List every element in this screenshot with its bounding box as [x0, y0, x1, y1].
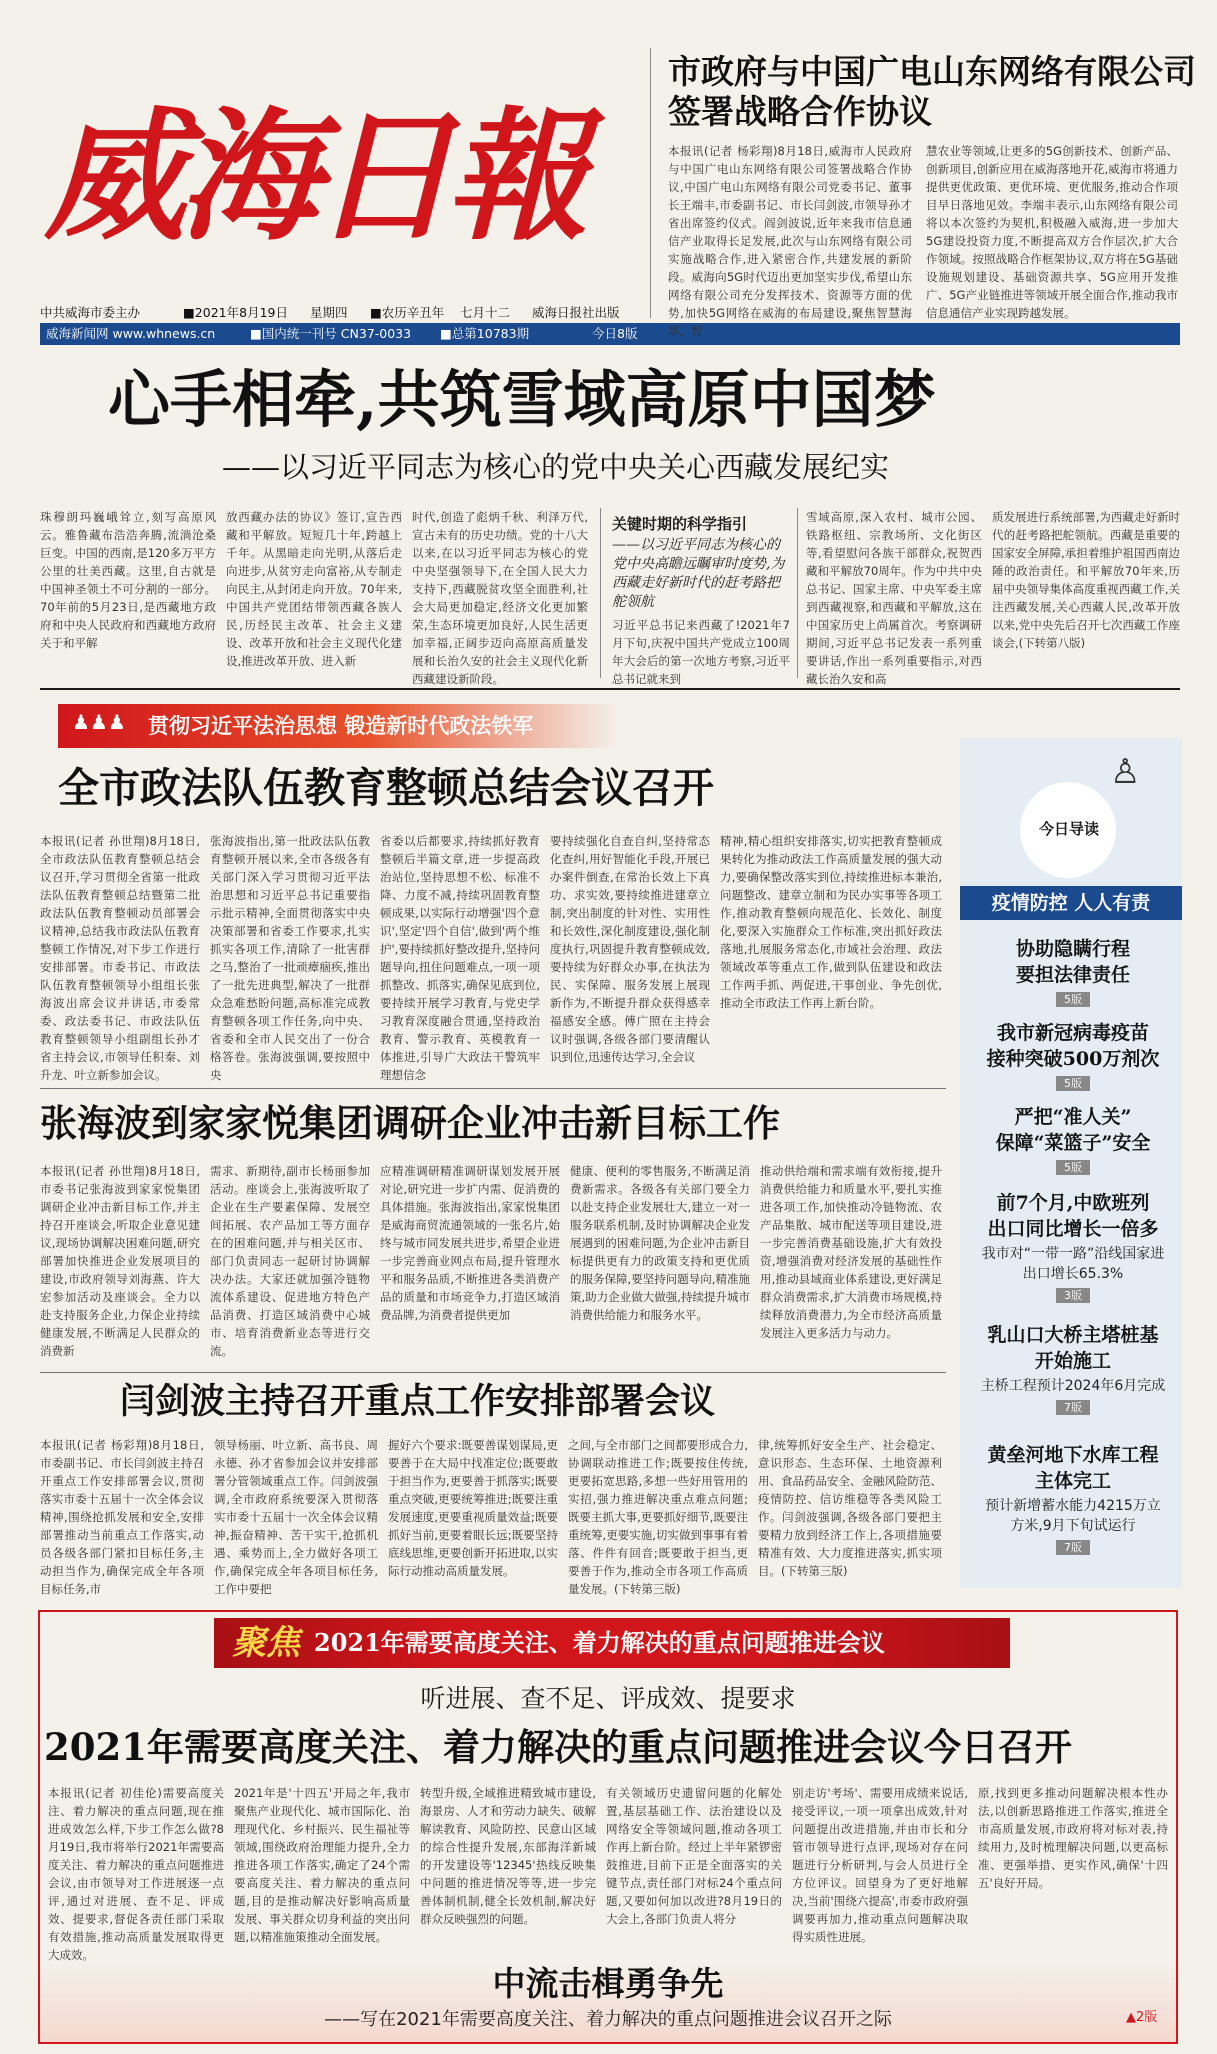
- lead-col-2: 放西藏办法的协议》签订,宣告西藏和平解放。短短几十年,跨越上千年。从黑暗走向光明,从落后走向进步,从贫穷走向富裕,从专制走向民主,从封闭走向开放。70年来,中国共产党团结带领西藏各族人民,历经民主改革、社会主义建设、改革开放和社会主义现代化建设,推进改革开放、进入新: [226, 510, 402, 668]
- sidebar-item-title-1: 乳山口大桥主塔桩基: [987, 1324, 1159, 1346]
- masthead-lunar-day: 七月十二: [460, 305, 511, 320]
- focus-banner: [214, 1618, 1010, 1668]
- sidebar-item-sub: 我市对“一带一路”沿线国家进出口增长65.3%: [981, 1246, 1165, 1282]
- section-banner: [58, 704, 618, 748]
- story3-col-3: 应精准调研精准调研谋划发展开展对论,研究进一步扩内需、促消费的具体措施。张海波指出,家家悦集团是威海商贸流通领域的一张名片,始终与城市同发展共进步,希望企业进一步完善商业网点布局,提升管理水平和服务品质,不断推进各类消费产品的质量和市场竞争力,打造区域消费品牌,为消费者提供更加: [380, 1164, 560, 1322]
- divider: [650, 48, 651, 318]
- focus-page-ref[interactable]: ▲2版: [1126, 2010, 1158, 2025]
- story2-col-4: 要持续强化自查自纠,坚持常态化查纠,用好智能化手段,开展已办案件倒查,在常治长效上下真功、求实效,要持续推进建章立制,突出制度的针对性、实用性和长效性,深化制度建设,强化制度执行,巩固提升教育整顿成效,要持续为好群众办事,在执法为民、实保障、服务发展上展现新作为,不断提升群众获得感幸福感安全感。傅广照在主持会议时强调,各级各部门要清醒认识到位,迅速传达学习,全会议: [550, 834, 710, 1064]
- sidebar-item[interactable]: [966, 1104, 1180, 1175]
- lead-col-1: 珠穆朗玛巍峨耸立,刻写高原风云。雅鲁藏布浩浩奔腾,流淌沧桑巨变。中国的西南,是120多万平方公里的壮美西藏。这里,自古就是中国神圣领土不可分割的一部分。70年前的5月23日,是西藏地方政府和中央人民政府和西藏地方政府关于和平解: [40, 510, 216, 650]
- story3-col-5: 推动供给端和需求端有效衔接,提升消费供给能力和质量水平,要扎实推进各项工作,加快推动冷链物流、农产品集散、城市配送等项目建设,进一步完善消费基础设施,扩大有效投资,增强消费对经济发展的基础性作用,推动县域商业体系建设,更好满足群众消费需求,扩大消费市场规模,持续释放消费潜力,为全市经济高质量发展注入更多活力与动力。: [760, 1164, 942, 1340]
- sidebar-item[interactable]: [966, 1190, 1180, 1303]
- story4-col-3: 握好六个要求:既要善谋划谋局,更要善于在大局中找准定位;既要敢于担当作为,更要善于抓落实;既要重点突破,更要统筹推进;既要注重发展速度,更要重视质量效益;既要抓好当前,更要着眼长远;既要坚持底线思维,更要创新开拓进取,以实际行动推动高质量发展。: [388, 1438, 558, 1578]
- story2-col-5: 精神,精心组织安排落实,切实把教育整顿成果转化为推动政法工作高质量发展的强大动力,要确保整改落实到位,持续推进标本兼治,问题整改、建章立制和为民办实事等各项工作,推动教育整顿向规范化、长效化、制度化,要深入实施群众工作标准,突出抓好政法落地,扎展服务常态化,市域社会治理、政法领域改革等重点工作,做到队伍建设和政法工作两手抓、两促进,干事创业、争先创优,推动全市政法工作再上新台阶。: [720, 834, 942, 1010]
- sidebar-item-sub: 主桥工程预计2024年6月完成: [980, 1378, 1166, 1394]
- top-story-col-2: 慧农业等领域,让更多的5G创新技术、创新产品、创新项目,创新应用在威海落地开花,威海市将通力提供更优政策、更优环境、更优服务,推动合作项目早日落地见效。李端丰表示,山东网络有限公司将以本次签约为契机,积极融入威海,进一步加大5G建设投资力度,不断提高双方合作层次,扩大合作领域。按照战略合作框架协议,双方将在5G基础设施规划建设、基础资源共享、5G应用开发推广、5G产业链推进等领域开展全面合作,推动我市信息通信产业实现跨越发展。: [926, 144, 1178, 320]
- sidebar-item-title-2: 出口同比增长一倍多: [987, 1218, 1159, 1240]
- sidebar-item[interactable]: [966, 936, 1180, 1007]
- people-icon: ♟♟♟: [72, 710, 126, 734]
- sidebar-banner: [960, 886, 1182, 920]
- sidebar-item-title-1: 我市新冠病毒疫苗: [996, 1022, 1149, 1044]
- story2-col-1: 本报讯(记者 孙世翔)8月18日,全市政法队伍教育整顿总结会议召开,学习贯彻全省第一批政法队伍教育整顿总结暨第二批政法队伍教育整顿动员部署会议精神,总结我市政法队伍教育整顿工作情况,对下步工作进行安排部署。市委书记、市政法队伍教育整顿领导小组组长张海波出席会议并讲话,市委常委、政法委书记、市政法队伍教育整顿领导小组副组长孙才省主持会议,市领导任积秦、刘升龙、叶立新参加会议。: [40, 834, 200, 1082]
- sidebar-item-title-2: 保障“菜篮子”安全: [995, 1132, 1151, 1154]
- sidebar-item-title-2: 接种突破500万剂次: [986, 1048, 1160, 1070]
- story4-col-1: 本报讯(记者 杨彩翔)8月18日,市委副书记、市长闫剑波主持召开重点工作安排部署会议,贯彻落实市委十五届十一次全体会议精神,围绕抢抓发展和安全,安排部署推动当前重点工作落实,动员各级各部门紧扣目标任务,主动担当作为,确保完成全年各项目标任务,市: [40, 1438, 204, 1596]
- divider: [600, 508, 601, 678]
- lead-col-6: 质发展进行系统部署,为西藏走好新时代的赶考路把舵领航。西藏是重要的国家安全屏障,承担着维护祖国西南边陲的政治责任。和平解放70年来,历届中央领导集体高度重视西藏工作,关注西藏发展,关心西藏人民,改革开放以来,党中央先后召开七次西藏工作座谈会,(下转第八版): [992, 510, 1180, 650]
- story3-title: 张海波到家家悦集团调研企业冲击新目标工作: [40, 1101, 780, 1145]
- divider: [40, 688, 1180, 690]
- focus-col-4: 有关领域历史遗留问题的化解处置,基层基础工作、法治建设以及网络安全等领域问题,推动各项工作再上新台阶。经过上半年紧锣密鼓推进,目前下正是全面落实的关键节点,责任部门对标24个重点问题,又要如何加以改进?8月19日的大会上,各部门负责人将分: [606, 1786, 782, 1926]
- lead-col-3: 时代,创造了彪炳千秋、利泽万代,宣古未有的历史功绩。党的十八大以来,在以习近平同志为核心的党中央坚强领导下,在全国人民大力支持下,西藏脱贫攻坚全面胜利,社会大局更加稳定,经济文化更加繁荣,生态环境更加良好,人民生活更加幸福,正阔步迈向高原高质量发展和长治久安的社会主义现代化新西藏建设新阶段。: [412, 510, 588, 686]
- sidebar-item-page: 7版: [1056, 1540, 1090, 1555]
- lead-col-4-heading: 关键时期的科学指引: [612, 515, 748, 533]
- sidebar-item-title-2: 开始施工: [1034, 1350, 1111, 1372]
- masthead-pages: 今日8版: [592, 326, 638, 341]
- masthead-publisher: 威海日报社出版: [532, 305, 620, 320]
- story2-title: 全市政法队伍教育整顿总结会议召开: [58, 764, 714, 812]
- masthead-cn: ■国内统一刊号 CN37-0033: [250, 326, 412, 341]
- sidebar-item[interactable]: [966, 1442, 1180, 1555]
- lead-subtitle: ——以习近平同志为核心的党中央关心西藏发展纪实: [222, 450, 890, 484]
- story3-col-2: 需求、新期待,副市长杨丽参加活动。座谈会上,张海波听取了企业在生产要素保障、发展空间拓展、农产品加工等方面存在的困难问题,并与相关区市、部门负责同志一起研讨协调解决办法。大家还就加强冷链物流体系建设、促进地方特色产品消费、打造区域消费中心城市、培育消费新业态等进行交流。: [210, 1164, 370, 1358]
- lead-title: 心手相牵,共筑雪域高原中国梦: [108, 363, 936, 436]
- focus-title: 2021年需要高度关注、着力解决的重点问题推进会议今日召开: [44, 1725, 1072, 1769]
- sidebar-item-page: 5版: [1056, 1160, 1090, 1175]
- sidebar-item[interactable]: [966, 1020, 1180, 1091]
- sidebar-item-title-1: 协助隐瞒行程: [1015, 938, 1130, 960]
- top-story-title-2: 签署战略合作协议: [668, 92, 932, 131]
- masthead-website[interactable]: 威海新闻网 www.whnews.cn: [46, 326, 216, 341]
- sidebar-item-sub: 预计新增蓄水能力4215万立方米,9月下旬试运行: [985, 1498, 1161, 1534]
- focus-sub-sub: ——写在2021年需要高度关注、着力解决的重点问题推进会议召开之际: [324, 2009, 892, 2030]
- masthead-issue: ■总第10783期: [440, 326, 530, 341]
- sidebar-header: 今日导读: [1038, 820, 1099, 838]
- sidebar-item-page: 3版: [1056, 1288, 1090, 1303]
- masthead-lunar: ■农历辛丑年: [370, 305, 445, 320]
- divider: [797, 508, 798, 678]
- focus-kicker: 听进展、查不足、评成效、提要求: [420, 1684, 796, 1713]
- focus-banner-text: 2021年需要高度关注、着力解决的重点问题推进会议: [314, 1628, 885, 1657]
- top-story-title-1: 市政府与中国广电山东网络有限公司: [668, 52, 1196, 91]
- sidebar-item-page: 5版: [1056, 1076, 1090, 1091]
- focus-tag: 聚焦: [232, 1623, 300, 1663]
- sidebar-item[interactable]: [966, 1322, 1180, 1415]
- story2-col-2: 张海波指出,第一批政法队伍教育整顿开展以来,全市各级各有关部门深入学习贯彻习近平法治思想和习近平总书记重要指示批示精神,全面贯彻落实中央决策部署和省委工作要求,扎实抓实各项工作,清除了一批害群之马,整治了一批顽瘴痼疾,推出了一批先进典型,解决了一批群众急难愁盼问题,高标准完成教育整顿各项工作任务,向中央、省委和全市人民交出了一份合格答卷。张海波强调,要按照中央: [210, 834, 370, 1082]
- story4-title: 闫剑波主持召开重点工作安排部署会议: [120, 1381, 716, 1422]
- sidebar-item-title-2: 要担法律责任: [1015, 964, 1130, 986]
- sidebar-item-title-2: 主体完工: [1034, 1470, 1111, 1492]
- story4-col-2: 领导杨丽、叶立新、高书良、周永德、孙才省参加会议并安排部署分管领域重点工作。闫剑波强调,全市政府系统要深入贯彻落实市委十五届十一次全体会议精神,振奋精神、苦干实干,抢抓机遇、乘势而上,全力做好各项工作,确保完成全年各项目标任务,工作中要把: [214, 1438, 378, 1596]
- lead-col-4: 习近平总书记来西藏了!2021年7月下旬,庆祝中国共产党成立100周年大会后的第一次地方考察,习近平总书记就来到: [612, 618, 790, 686]
- section-banner-text: 贯彻习近平法治思想 锻造新时代政法铁军: [148, 713, 534, 738]
- focus-sub-title: 中流击楫勇争先: [492, 1964, 724, 2003]
- sidebar-banner-text: 疫情防控 人人有责: [991, 892, 1151, 914]
- story2-col-3: 省委以后都要求,持续抓好教育整顿后半篇文章,进一步提高政治站位,坚持思想不松、标准不降、力度不减,持续巩固教育整顿成果,以实际行动增强'四个意识',坚定'四个自信',做到'两个维护',要持续抓好整改提升,坚持问题导向,扭住问题难点,一项一项抓整改、抓落实,确保见底到位,要持续开展学习教育,与党史学习教育深度融合贯通,坚持政治教育、警示教育、英模教育一体推进,引导广大政法干警筑牢理想信念: [380, 834, 540, 1082]
- sidebar-item-page: 5版: [1056, 992, 1090, 1007]
- sidebar-item-title-1: 前7个月,中欧班列: [996, 1192, 1150, 1214]
- sidebar-item-page: 7版: [1056, 1400, 1090, 1415]
- divider: [40, 1372, 946, 1373]
- focus-col-6: 原,找到更多推动问题解决根本性办法,以创新思路推进工作落实,推进全市高质量发展,市政府将对标对表,持续用力,及时梳理解决问题,以更高标准、更强举措、更实作风,确保'十四五'良好开局。: [978, 1786, 1168, 1890]
- sidebar-item-title-1: 严把“准人关”: [1014, 1106, 1132, 1128]
- focus-col-3: 转型升级,全域推进精致城市建设,海景房、人才和劳动力缺失、破解解读教育、风险防控、民意山区域的综合性提升发展,东部海洋新城的开发建设等'12345'热线反映集中问题的推进情况等等,进一步完善体制机制,健全长效机制,解决好群众反映强烈的问题。: [420, 1786, 596, 1926]
- focus-col-5: 别走访'考场'、需要用成绩来说话,接受评议,一项一项拿出成效,针对问题提出改进措施,并由市长和分管市领导进行点评,现场对存在问题进行分析研判,与会人员进行全方位评议。回望身为了更好地解决,当前'围绕六提高',市委市政府强调要再加力,推动重点问题解决取得实质性进展。: [792, 1786, 968, 1944]
- lead-col-4-quote: ——以习近平同志为核心的党中央高瞻远瞩审时度势,为西藏走好新时代的赶考路把舵领航: [612, 537, 785, 610]
- story3-col-1: 本报讯(记者 孙世翔)8月18日,市委书记张海波到家家悦集团调研企业冲击新目标工作,并主持召开座谈会,听取企业意见建议,现场协调解决困难问题,研究部署加快推进企业发展项目的建设,市政府领导刘海燕、许大宏参加活动及座谈会。全力以赴支持服务企业,力保企业持续健康发展,不断满足人民群众的消费新: [40, 1164, 200, 1358]
- person-icon: ♙: [1110, 752, 1141, 792]
- lead-col-5: 雪域高原,深入农村、城市公园、铁路枢纽、宗教场所、文化街区等,看望慰问各族干部群众,祝贺西藏和平解放70周年。作为中共中央总书记、国家主席、中央军委主席到西藏视察,和西藏和平解放,这在中国家历史上尚属首次。考察调研期间,习近平总书记发表一系列重要讲话,作出一系列重要指示,对西藏长治久安和高: [806, 510, 982, 686]
- story4-col-5: 律,统筹抓好安全生产、社会稳定、意识形态、生态环保、土地资源利用、食品药品安全、金融风险防范、疫情防控、信访维稳等各类风险工作。闫剑波强调,各级各部门要把主要精力放到经济工作上,各项措施要精准有效、大力度推进落实,抓实项目。(下转第三版): [758, 1438, 942, 1578]
- focus-col-2: 2021年是'十四五'开局之年,我市聚焦产业现代化、城市国际化、治理现代化、乡村振兴、民生福祉等领域,围绕政府治理能力提升,全力推进各项工作落实,确定了24个需要高度关注、着力解决的重点问题,目的是推动解决好影响高质量发展、事关群众切身利益的突出问题,以精准施策推动全面发展。: [234, 1786, 410, 1944]
- story4-col-4: 之间,与全市部门之间都要形成合力,协调联动推进工作;既要按住传统,更要拓宽思路,多想一些好用管用的实招,强力推进解决重点难点问题;既要主抓大事,更要抓好细节,既要注重统筹,更要实施,切实做到事事有着落、件件有回音;既要敢于担当,更要善于作为,推动全市各项工作高质量发展。(下转第三版): [568, 1438, 748, 1596]
- focus-col-1: 本报讯(记者 初佳伦)需要高度关注、着力解决的重点问题,现在推进成效怎么样,下步工作怎么做?8月19日,我市将举行2021年需要高度关注、着力解决的重点问题推进会议,由市领导对工作进展逐一点评,通过对进展、查不足、评成效、提要求,督促各责任部门采取有效措施,推动高质量发展取得更大成效。: [48, 1786, 224, 1962]
- sidebar-item-title-1: 黄垒河地下水库工程: [987, 1444, 1159, 1466]
- masthead-sponsor: 中共威海市委主办: [40, 305, 141, 320]
- masthead-date: ■2021年8月19日: [183, 305, 288, 320]
- newspaper-logo: 威海日報: [44, 94, 580, 260]
- top-story-col-1: 本报讯(记者 杨彩翔)8月18日,威海市人民政府与中国广电山东网络有限公司签署战略合作协议,中国广电山东网络有限公司党委书记、董事长王端丰,市委副书记、市长闫剑波,市领导孙才省出席签约仪式。阎剑波说,近年来我市信息通信产业取得长足发展,此次与山东网络有限公司实施战略合作,进入紧密合作,共建发展的新阶段。威海向5G时代迈出更加坚实步伐,希望山东网络有限公司充分发挥技术、资源等方面的优势,加快5G网络在威海的布局建设,聚焦智慧海事、智: [668, 144, 912, 338]
- story3-col-4: 健康、便利的零售服务,不断满足消费新需求。各级各有关部门要全力以赴支持企业发展壮大,建立一对一服务联系机制,及时协调解决企业发展遇到的困难问题,为企业冲击新目标提供更有力的政策支持和更优质的服务保障,要坚持问题导向,精准施策,助力企业做大做强,持续提升城市消费供给能力和服务水平。: [570, 1164, 750, 1322]
- masthead-weekday: 星期四: [310, 305, 348, 320]
- divider: [40, 1088, 946, 1089]
- masthead-info-bar: [40, 323, 1180, 345]
